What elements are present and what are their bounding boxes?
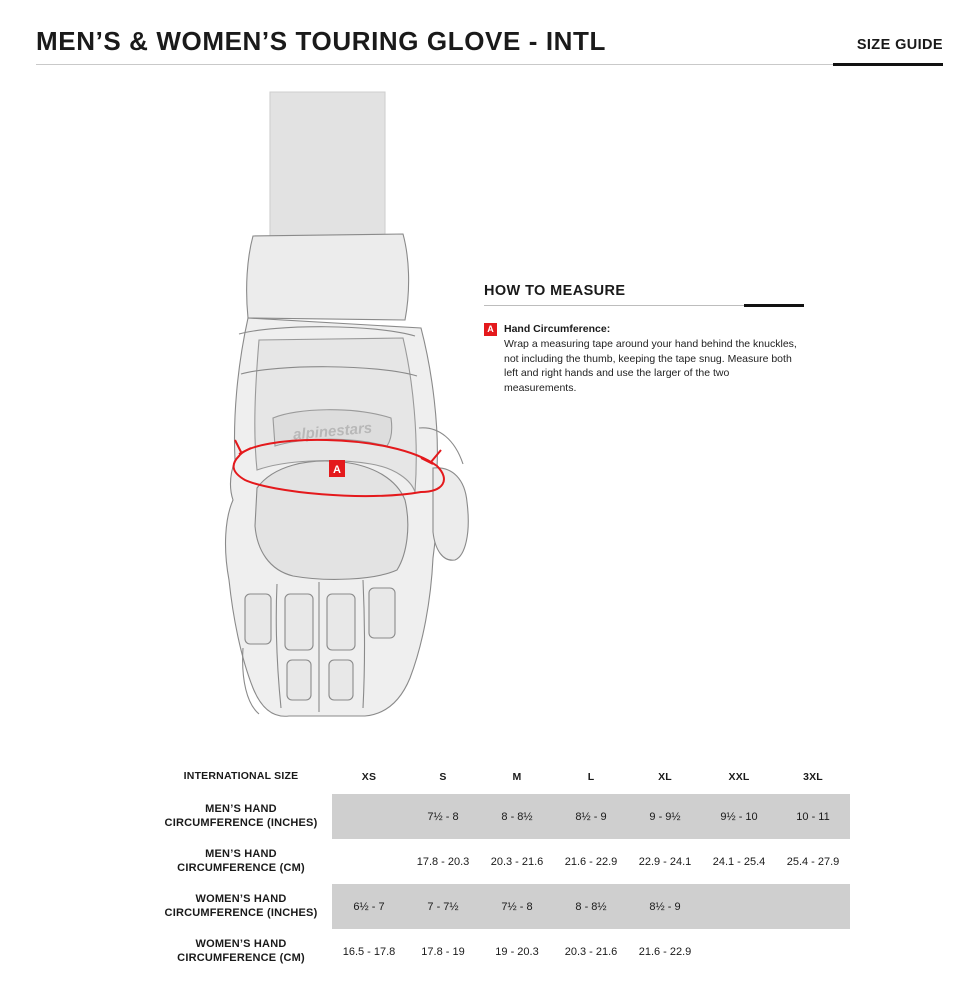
row-label-line1: WOMEN’S HAND [195,892,287,905]
brand-wordmark: alpinestars [292,419,373,444]
callout-badge-a-label: A [333,464,341,476]
table-header-row [150,760,850,794]
glove-illustration [215,88,545,748]
cell-mens-cm-xxl: 24.1 - 25.4 [712,855,766,868]
cell-mens-inches-xl: 9 - 9½ [628,794,702,839]
size-header-xl: XL [658,771,672,783]
measure-instruction-item [484,322,804,395]
size-guide-label: SIZE GUIDE [856,37,943,53]
row-label-line2: CIRCUMFERENCE (CM) [177,861,305,874]
row-label-womens-inches [150,884,332,929]
row-label-line1: MEN’S HAND [205,802,277,815]
cell-womens-cm-l: 20.3 - 21.6 [564,945,618,958]
how-to-measure-section [484,283,804,395]
cell-womens-inches-xl: 8½ - 9 [628,884,702,929]
size-header-xs: XS [361,771,377,783]
row-label-line2: CIRCUMFERENCE (CM) [177,951,305,964]
table-row [150,839,850,884]
how-to-measure-divider [484,305,804,306]
measure-instruction-label: Hand Circumference: [504,323,611,335]
cell-mens-cm-xl: 22.9 - 24.1 [638,855,692,868]
table-header-label: INTERNATIONAL SIZE [183,770,299,783]
row-label-womens-cm [150,929,332,974]
cell-mens-inches-xs [332,794,406,839]
row-label-line1: MEN’S HAND [205,847,277,860]
glove-diagram [215,88,545,748]
row-label-mens-inches [150,794,332,839]
row-label-mens-cm [150,839,332,884]
row-label-line1: WOMEN’S HAND [195,937,287,950]
size-header-s: S [439,771,447,783]
size-header-3xl: 3XL [803,771,823,783]
measure-instruction-text: Wrap a measuring tape around your hand behind the knuckles, not including the thumb, keeping the tape snug. Measure both left and right hands and use the larger of the two measurements. [504,338,797,394]
cell-mens-cm-l: 21.6 - 22.9 [564,855,618,868]
cell-womens-inches-xxl [702,884,776,929]
cell-womens-cm-s: 17.8 - 19 [421,945,465,958]
size-table [150,760,850,974]
cell-womens-inches-s: 7 - 7½ [406,884,480,929]
cell-mens-inches-3xl: 10 - 11 [776,794,850,839]
cell-womens-cm-m: 19 - 20.3 [495,945,539,958]
cell-womens-cm-xxl [702,929,776,974]
cell-mens-cm-xs [332,839,406,884]
cell-mens-cm-3xl: 25.4 - 27.9 [786,855,840,868]
header-divider-accent [833,63,943,66]
header-divider [36,64,943,65]
page-title: MEN’S & WOMEN’S TOURING GLOVE - INTL [36,26,607,56]
size-table-container [150,760,850,974]
cell-womens-cm-xs: 16.5 - 17.8 [342,945,396,958]
table-row [150,794,850,839]
table-row [150,884,850,929]
cell-mens-inches-xxl: 9½ - 10 [702,794,776,839]
size-header-m: M [512,771,522,783]
cell-womens-inches-xs: 6½ - 7 [332,884,406,929]
cell-mens-cm-s: 17.8 - 20.3 [416,855,470,868]
size-header-xxl: XXL [728,771,750,783]
measure-instruction-body [504,322,804,395]
cell-womens-cm-xl: 21.6 - 22.9 [638,945,692,958]
size-header-l: L [587,771,595,783]
cell-womens-inches-m: 7½ - 8 [480,884,554,929]
cell-womens-inches-l: 8 - 8½ [554,884,628,929]
cell-mens-inches-m: 8 - 8½ [480,794,554,839]
how-to-measure-title: HOW TO MEASURE [484,283,626,299]
table-row [150,929,850,974]
cell-womens-inches-3xl [776,884,850,929]
how-to-measure-divider-accent [744,304,804,307]
cell-mens-inches-s: 7½ - 8 [406,794,480,839]
measure-badge-a: A [484,323,497,336]
cell-mens-inches-l: 8½ - 9 [554,794,628,839]
row-label-line2: CIRCUMFERENCE (INCHES) [164,906,318,919]
row-label-line2: CIRCUMFERENCE (INCHES) [164,816,318,829]
header-row [36,28,943,60]
cell-womens-cm-3xl [776,929,850,974]
page-header [36,28,943,65]
cell-mens-cm-m: 20.3 - 21.6 [490,855,544,868]
